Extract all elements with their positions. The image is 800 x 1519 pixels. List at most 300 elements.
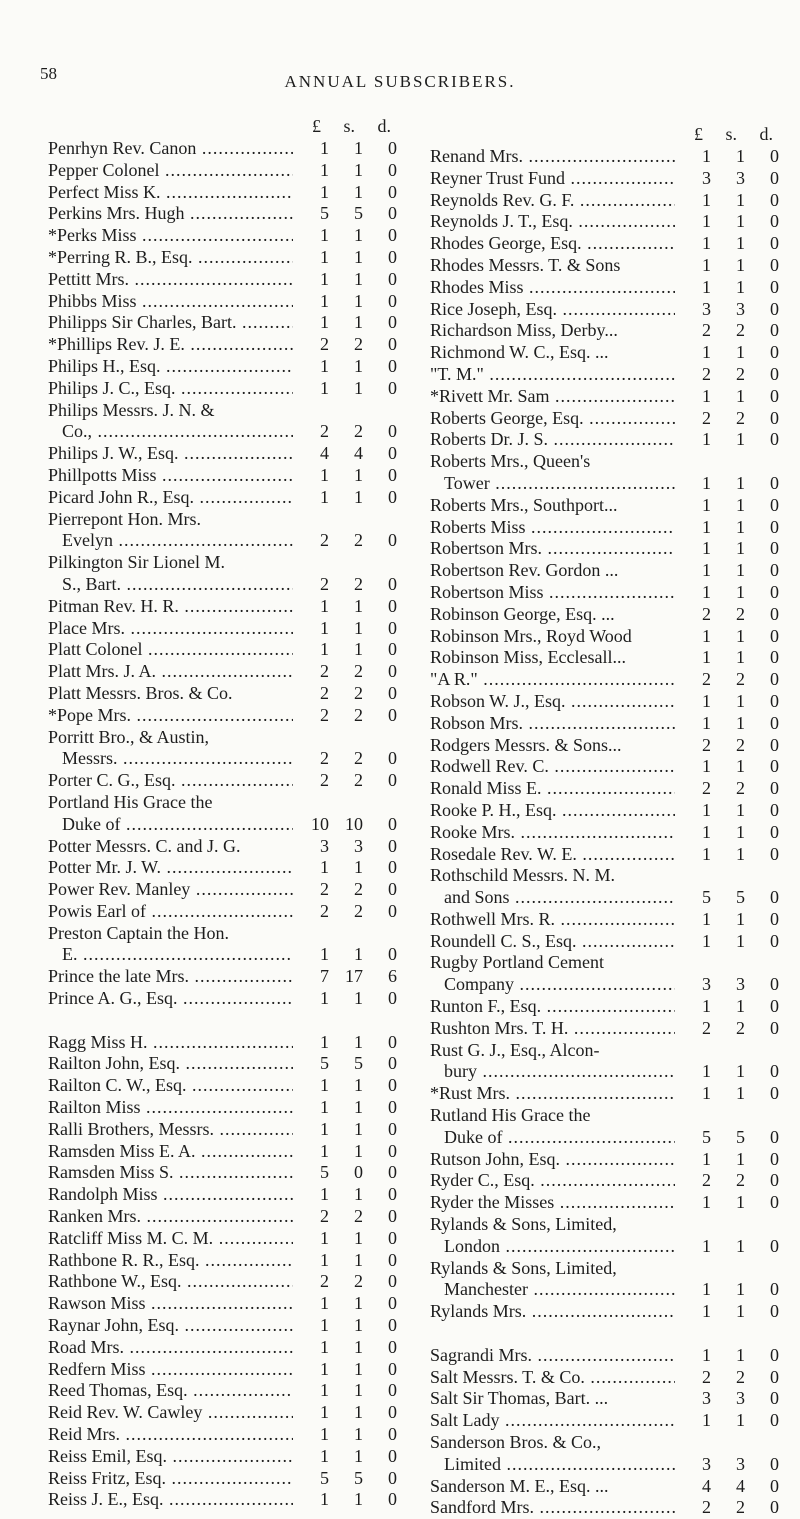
pounds-amount: 5 bbox=[320, 1467, 329, 1488]
shillings-amount: 1 bbox=[736, 1192, 745, 1213]
shillings-amount: 5 bbox=[736, 887, 745, 908]
pence-amount: 0 bbox=[770, 494, 779, 515]
subscriber-entry bbox=[48, 312, 397, 334]
subscriber-name: Redfern Miss ..... bbox=[48, 1359, 293, 1381]
shillings-amount: 1 bbox=[736, 385, 745, 406]
subscriber-entry bbox=[430, 494, 779, 517]
subscriber-entry bbox=[48, 923, 393, 945]
shillings-amount: 3 bbox=[354, 835, 363, 856]
pounds-amount: 2 bbox=[702, 778, 711, 799]
subscriber-entry bbox=[48, 988, 397, 1010]
pounds-amount: 2 bbox=[320, 704, 329, 725]
pounds-amount: 2 bbox=[702, 1366, 711, 1387]
pounds-amount: 2 bbox=[702, 1170, 711, 1191]
subscriber-name: Robertson Mrs. ..... bbox=[430, 538, 675, 560]
subscriber-name: Rathbone R. R., Esq. ..... bbox=[48, 1250, 293, 1272]
subscriber-entry bbox=[430, 429, 779, 451]
shillings-amount: 1 bbox=[354, 1315, 363, 1336]
shillings-amount: 1 bbox=[736, 494, 745, 515]
shillings-amount: 1 bbox=[736, 516, 745, 537]
shillings-amount: 1 bbox=[736, 211, 745, 232]
pence-amount: 0 bbox=[388, 421, 397, 442]
subscriber-name: Pierrepont Hon. Mrs. bbox=[48, 508, 201, 529]
subscriber-entry bbox=[48, 857, 397, 879]
pence-amount: 0 bbox=[770, 778, 779, 799]
subscriber-name: Porter C. G., Esq. ..... bbox=[48, 770, 293, 792]
subscriber-entry bbox=[48, 1380, 397, 1402]
subscriber-entry bbox=[430, 1453, 779, 1476]
shillings-amount: 1 bbox=[736, 1083, 745, 1104]
pounds-amount: 1 bbox=[320, 1489, 329, 1510]
subscriber-name: Richardson Miss, Derby... bbox=[430, 320, 618, 341]
subscriber-entry bbox=[430, 363, 779, 386]
shillings-amount: 2 bbox=[354, 421, 363, 442]
pounds-amount: 1 bbox=[702, 211, 711, 232]
pence-amount: 0 bbox=[388, 835, 397, 856]
subscriber-name: Reyner Trust Fund ..... bbox=[430, 168, 675, 190]
subscriber-entry bbox=[430, 1192, 779, 1214]
pence-amount: 0 bbox=[388, 573, 397, 594]
shillings-amount: 2 bbox=[736, 734, 745, 755]
subscriber-name: Philips J. C., Esq. ..... bbox=[48, 378, 293, 400]
subscriber-entry bbox=[48, 355, 397, 378]
pounds-amount: 1 bbox=[702, 908, 711, 929]
pounds-amount: 1 bbox=[702, 996, 711, 1017]
pounds-amount: 1 bbox=[320, 1075, 329, 1096]
shillings-amount: 1 bbox=[736, 712, 745, 733]
shillings-amount: 2 bbox=[736, 363, 745, 384]
shillings-amount: 1 bbox=[736, 625, 745, 646]
pence-amount: 0 bbox=[770, 429, 779, 450]
shillings-amount: 1 bbox=[354, 1075, 363, 1096]
shillings-amount: 1 bbox=[354, 1445, 363, 1466]
pounds-amount: 1 bbox=[320, 1424, 329, 1445]
subscriber-entry bbox=[430, 298, 779, 321]
shillings-amount: 1 bbox=[354, 290, 363, 311]
subscriber-name: "A R." ..... bbox=[430, 669, 675, 691]
shillings-amount: 1 bbox=[736, 799, 745, 820]
pounds-header: £ bbox=[312, 116, 321, 136]
shillings-amount: 1 bbox=[736, 581, 745, 602]
shillings-amount: 2 bbox=[736, 1170, 745, 1191]
subscriber-name: Platt Messrs. Bros. & Co. bbox=[48, 682, 233, 703]
shillings-amount: 2 bbox=[354, 334, 363, 355]
pence-amount: 0 bbox=[770, 211, 779, 232]
subscriber-entry bbox=[48, 573, 397, 596]
shillings-amount: 1 bbox=[354, 246, 363, 267]
subscriber-entry bbox=[48, 1184, 397, 1206]
subscriber-entry bbox=[48, 509, 393, 531]
pence-amount: 0 bbox=[388, 988, 397, 1009]
subscriber-entry bbox=[430, 799, 779, 822]
pounds-amount: 2 bbox=[320, 334, 329, 355]
pounds-amount: 4 bbox=[702, 1475, 711, 1496]
pence-amount: 0 bbox=[770, 908, 779, 929]
shillings-amount: 2 bbox=[736, 1497, 745, 1518]
subscriber-entry bbox=[430, 451, 775, 473]
subscriber-entry bbox=[430, 952, 775, 974]
pounds-amount: 1 bbox=[320, 1445, 329, 1466]
pounds-amount: 1 bbox=[320, 225, 329, 246]
pence-amount: 0 bbox=[770, 1344, 779, 1365]
subscriber-entry bbox=[48, 1031, 397, 1054]
pence-amount: 0 bbox=[770, 1083, 779, 1104]
subscriber-name: Ramsden Miss S. ..... bbox=[48, 1162, 293, 1184]
pence-amount: 0 bbox=[388, 1075, 397, 1096]
pounds-amount: 1 bbox=[320, 857, 329, 878]
subscriber-name: Rylands Mrs. ..... bbox=[430, 1301, 675, 1323]
pence-amount: 0 bbox=[388, 1293, 397, 1314]
subscriber-entry bbox=[430, 1410, 779, 1432]
pounds-amount: 1 bbox=[702, 429, 711, 450]
subscriber-entry bbox=[430, 254, 779, 277]
subscriber-entry bbox=[430, 1105, 775, 1127]
pence-amount: 0 bbox=[770, 167, 779, 188]
shillings-amount: 1 bbox=[354, 988, 363, 1009]
shillings-amount: 1 bbox=[354, 355, 363, 376]
subscriber-entry bbox=[48, 966, 397, 988]
pounds-amount: 1 bbox=[320, 639, 329, 660]
pence-amount: 0 bbox=[388, 1467, 397, 1488]
pence-amount: 0 bbox=[388, 1053, 397, 1074]
shillings-amount: 2 bbox=[736, 1366, 745, 1387]
shillings-amount: 1 bbox=[354, 1227, 363, 1248]
pence-amount: 0 bbox=[388, 770, 397, 791]
shillings-amount: 1 bbox=[736, 429, 745, 450]
pence-amount: 0 bbox=[770, 821, 779, 842]
pounds-amount: 1 bbox=[320, 246, 329, 267]
shillings-amount: 1 bbox=[736, 472, 745, 493]
pence-amount: 0 bbox=[388, 225, 397, 246]
pounds-amount: 1 bbox=[320, 1315, 329, 1336]
subscriber-entry bbox=[48, 246, 397, 269]
subscriber-name: Place Mrs. ..... bbox=[48, 618, 293, 640]
subscriber-name: Prince the late Mrs. ..... bbox=[48, 966, 293, 988]
shillings-amount: 1 bbox=[736, 690, 745, 711]
shillings-amount: 1 bbox=[354, 159, 363, 180]
subscriber-entry bbox=[430, 1148, 779, 1171]
pence-amount: 0 bbox=[388, 1184, 397, 1205]
subscriber-name: Sagrandi Mrs. ..... bbox=[430, 1345, 675, 1367]
shillings-amount: 1 bbox=[736, 996, 745, 1017]
shillings-amount: 1 bbox=[354, 268, 363, 289]
pence-amount: 0 bbox=[770, 625, 779, 646]
shillings-amount: 2 bbox=[736, 603, 745, 624]
shillings-amount: 1 bbox=[354, 1140, 363, 1161]
subscriber-entry bbox=[430, 669, 779, 691]
shillings-amount: 2 bbox=[354, 1271, 363, 1292]
subscriber-name: Ryder the Misses ..... bbox=[430, 1192, 675, 1214]
shillings-amount: 1 bbox=[736, 1279, 745, 1300]
pence-amount: 0 bbox=[770, 734, 779, 755]
subscriber-name: Ragg Miss H. ..... bbox=[48, 1032, 293, 1054]
pounds-amount: 3 bbox=[702, 298, 711, 319]
subscriber-entry bbox=[48, 443, 397, 465]
shillings-amount: 1 bbox=[736, 647, 745, 668]
subscriber-name: Roberts George, Esq. ..... bbox=[430, 408, 675, 430]
subscriber-name: Rathbone W., Esq. ..... bbox=[48, 1271, 293, 1293]
subscriber-entry bbox=[430, 538, 779, 560]
subscriber-entry bbox=[430, 1279, 779, 1301]
pence-amount: 0 bbox=[388, 1031, 397, 1052]
subscriber-name: Roberts Miss ..... bbox=[430, 517, 675, 539]
pence-amount: 0 bbox=[388, 813, 397, 834]
shillings-amount: 1 bbox=[354, 1293, 363, 1314]
shillings-amount: 3 bbox=[736, 974, 745, 995]
subscriber-entry bbox=[430, 1301, 779, 1323]
shillings-header: s. bbox=[343, 116, 355, 136]
pence-amount: 0 bbox=[770, 974, 779, 995]
shillings-amount: 17 bbox=[345, 966, 363, 987]
subscriber-name: Potter Messrs. C. and J. G. bbox=[48, 835, 241, 856]
pence-amount: 0 bbox=[770, 342, 779, 363]
subscriber-entry bbox=[48, 159, 397, 182]
subscriber-name: Roberts Mrs., Southport... bbox=[430, 494, 618, 515]
subscriber-entry bbox=[48, 1445, 397, 1468]
subscriber-name: Porritt Bro., & Austin, bbox=[48, 726, 210, 747]
subscriber-entry bbox=[430, 974, 779, 996]
pounds-amount: 1 bbox=[320, 377, 329, 398]
shillings-amount: 1 bbox=[354, 595, 363, 616]
shillings-amount: 3 bbox=[736, 1453, 745, 1474]
pence-amount: 0 bbox=[388, 334, 397, 355]
pounds-amount: 1 bbox=[702, 1410, 711, 1431]
pounds-amount: 1 bbox=[320, 1380, 329, 1401]
currency-header bbox=[48, 116, 393, 138]
pounds-amount: 1 bbox=[702, 756, 711, 777]
pence-amount: 0 bbox=[770, 581, 779, 602]
subscriber-name: Robinson Mrs., Royd Wood bbox=[430, 625, 632, 646]
pounds-amount: 1 bbox=[702, 1235, 711, 1256]
subscriber-entry bbox=[48, 421, 397, 443]
pence-header: d. bbox=[377, 116, 391, 136]
subscriber-entry bbox=[430, 603, 779, 626]
shillings-amount: 1 bbox=[354, 181, 363, 202]
subscriber-entry bbox=[430, 930, 779, 953]
pounds-amount: 5 bbox=[320, 1053, 329, 1074]
shillings-amount: 1 bbox=[354, 312, 363, 333]
subscriber-name: Roundell C. S., Esq. ..... bbox=[430, 931, 675, 953]
pounds-amount: 1 bbox=[702, 843, 711, 864]
pence-amount: 0 bbox=[770, 407, 779, 428]
pounds-amount: 1 bbox=[702, 146, 711, 166]
subscriber-name: *Pope Mrs. ..... bbox=[48, 705, 293, 727]
pounds-amount: 1 bbox=[320, 486, 329, 507]
pence-amount: 0 bbox=[770, 1235, 779, 1256]
subscriber-entry bbox=[48, 486, 397, 509]
pounds-amount: 1 bbox=[320, 1336, 329, 1357]
shillings-amount: 1 bbox=[354, 486, 363, 507]
pence-amount: 0 bbox=[388, 661, 397, 682]
pounds-amount: 10 bbox=[311, 813, 329, 834]
pence-amount: 0 bbox=[770, 1148, 779, 1169]
subscriber-entry bbox=[430, 996, 779, 1018]
pounds-amount: 1 bbox=[320, 944, 329, 965]
subscriber-name: *Phillips Rev. J. E. ..... bbox=[48, 334, 293, 356]
subscriber-name: "T. M." ..... bbox=[430, 364, 675, 386]
subscriber-name: Duke of ..... bbox=[48, 814, 293, 836]
shillings-amount: 1 bbox=[354, 1184, 363, 1205]
subscriber-name: Rust G. J., Esq., Alcon- bbox=[430, 1039, 600, 1060]
subscriber-entry bbox=[48, 1315, 397, 1337]
subscriber-entry bbox=[48, 203, 397, 225]
subscriber-entry bbox=[430, 1017, 779, 1040]
shillings-amount: 2 bbox=[354, 704, 363, 725]
subscriber-entry bbox=[48, 1293, 397, 1315]
pounds-amount: 1 bbox=[702, 1301, 711, 1322]
pounds-amount: 1 bbox=[320, 1227, 329, 1248]
subscriber-entry bbox=[48, 770, 397, 792]
pence-amount: 0 bbox=[770, 1279, 779, 1300]
subscriber-name: Robertson Miss ..... bbox=[430, 582, 675, 604]
currency-header bbox=[430, 124, 775, 146]
shillings-amount: 4 bbox=[354, 443, 363, 464]
subscriber-entry bbox=[430, 756, 779, 778]
subscriber-name: Rodgers Messrs. & Sons... bbox=[430, 734, 622, 755]
pounds-amount: 2 bbox=[320, 661, 329, 682]
subscriber-name: Renand Mrs. ..... bbox=[430, 146, 675, 168]
pence-amount: 0 bbox=[770, 799, 779, 820]
pence-amount: 0 bbox=[770, 930, 779, 951]
pounds-amount: 4 bbox=[320, 443, 329, 464]
pence-amount: 0 bbox=[388, 595, 397, 616]
pence-amount: 0 bbox=[770, 756, 779, 777]
subscriber-entry bbox=[430, 690, 779, 713]
pence-amount: 0 bbox=[388, 857, 397, 878]
subscriber-name: Pitman Rev. H. R. ..... bbox=[48, 596, 293, 618]
subscriber-entry bbox=[48, 639, 397, 661]
subscriber-name: Perfect Miss K. ..... bbox=[48, 182, 293, 204]
pounds-amount: 1 bbox=[320, 181, 329, 202]
subscriber-entry bbox=[48, 1075, 397, 1097]
subscriber-name: and Sons ..... bbox=[430, 887, 675, 909]
subscriber-entry bbox=[430, 1126, 779, 1149]
subscriber-entry bbox=[48, 813, 397, 836]
subscriber-entry bbox=[48, 682, 397, 705]
subscriber-name: Ryder C., Esq. ..... bbox=[430, 1170, 675, 1192]
pounds-amount: 1 bbox=[320, 268, 329, 289]
shillings-amount: 1 bbox=[736, 1235, 745, 1256]
subscriber-entry bbox=[430, 1083, 779, 1105]
subscriber-name: Rooke P. H., Esq. ..... bbox=[430, 800, 675, 822]
subscriber-entry bbox=[430, 581, 779, 604]
subscriber-name: Rosedale Rev. W. E. ..... bbox=[430, 844, 675, 866]
subscriber-name: Ratcliff Miss M. C. M. ..... bbox=[48, 1228, 293, 1250]
subscriber-name: Road Mrs. ..... bbox=[48, 1337, 293, 1359]
pence-amount: 0 bbox=[770, 276, 779, 297]
subscriber-name: Roberts Mrs., Queen's bbox=[430, 451, 591, 472]
pounds-amount: 2 bbox=[320, 879, 329, 900]
subscriber-name: Rhodes George, Esq. ..... bbox=[430, 233, 675, 255]
subscriber-name: S., Bart. ..... bbox=[48, 574, 293, 596]
subscriber-name: Ranken Mrs. ..... bbox=[48, 1206, 293, 1228]
shillings-amount: 1 bbox=[736, 189, 745, 210]
subscriber-entry bbox=[48, 1206, 397, 1228]
subscriber-name: E. ..... bbox=[48, 944, 293, 966]
shillings-amount: 1 bbox=[354, 1358, 363, 1379]
subscriber-name: Phillpotts Miss ..... bbox=[48, 465, 293, 487]
pence-amount: 0 bbox=[388, 682, 397, 703]
subscriber-name: Picard John R., Esq. ..... bbox=[48, 487, 293, 509]
subscriber-entry bbox=[48, 400, 393, 422]
subscriber-name: *Perring R. B., Esq. ..... bbox=[48, 247, 293, 269]
subscriber-entry bbox=[430, 276, 779, 299]
pence-amount: 0 bbox=[770, 189, 779, 210]
subscriber-entry bbox=[430, 1366, 779, 1389]
pence-amount: 0 bbox=[388, 944, 397, 965]
pounds-amount: 1 bbox=[320, 1140, 329, 1161]
pence-amount: 0 bbox=[388, 290, 397, 311]
pounds-amount: 7 bbox=[320, 966, 329, 987]
subscriber-entry bbox=[430, 1388, 779, 1410]
subscriber-entry bbox=[430, 843, 779, 866]
pounds-amount: 1 bbox=[320, 138, 329, 158]
subscriber-entry bbox=[48, 704, 397, 727]
subscriber-name: Raynar John, Esq. ..... bbox=[48, 1315, 293, 1337]
pounds-amount: 1 bbox=[702, 254, 711, 275]
subscriber-name: Railton C. W., Esq. ..... bbox=[48, 1075, 293, 1097]
shillings-amount: 1 bbox=[736, 821, 745, 842]
shillings-amount: 1 bbox=[736, 1410, 745, 1431]
pounds-amount: 1 bbox=[702, 189, 711, 210]
pounds-amount: 2 bbox=[702, 363, 711, 384]
pence-amount: 0 bbox=[388, 1315, 397, 1336]
subscriber-name: Rylands & Sons, Limited, bbox=[430, 1214, 617, 1235]
shillings-amount: 1 bbox=[736, 254, 745, 275]
subscriber-name: Philipps Sir Charles, Bart. ..... bbox=[48, 312, 293, 334]
subscriber-name: Philips Messrs. J. N. & bbox=[48, 399, 215, 420]
shillings-amount: 5 bbox=[354, 1467, 363, 1488]
subscriber-entry bbox=[48, 595, 397, 618]
pounds-amount: 2 bbox=[320, 1206, 329, 1227]
subscriber-entry bbox=[48, 792, 393, 814]
subscriber-entry bbox=[430, 472, 779, 495]
subscriber-entry bbox=[48, 464, 397, 487]
subscriber-name: Reed Thomas, Esq. ..... bbox=[48, 1380, 293, 1402]
pence-amount: 0 bbox=[770, 669, 779, 690]
pence-amount: 0 bbox=[770, 996, 779, 1017]
subscriber-name: Rawson Miss ..... bbox=[48, 1293, 293, 1315]
subscriber-name: Power Rev. Manley ..... bbox=[48, 879, 293, 901]
page-header: ANNUAL SUBSCRIBERS. bbox=[284, 72, 516, 91]
pence-amount: 0 bbox=[388, 1445, 397, 1466]
subscriber-entry bbox=[430, 908, 779, 931]
pounds-amount: 1 bbox=[702, 1192, 711, 1213]
subscriber-name: Preston Captain the Hon. bbox=[48, 922, 229, 943]
subscriber-name: Reiss Emil, Esq. ..... bbox=[48, 1446, 293, 1468]
subscriber-name: Rushton Mrs. T. H. ..... bbox=[430, 1018, 675, 1040]
pence-amount: 0 bbox=[770, 254, 779, 275]
pounds-amount: 2 bbox=[702, 1017, 711, 1038]
pence-amount: 0 bbox=[388, 1140, 397, 1161]
pounds-amount: 1 bbox=[320, 1184, 329, 1205]
pounds-amount: 3 bbox=[320, 835, 329, 856]
pence-amount: 0 bbox=[388, 1489, 397, 1510]
subscriber-entry bbox=[430, 1214, 775, 1236]
subscriber-entry bbox=[430, 1235, 779, 1258]
pence-amount: 0 bbox=[388, 203, 397, 224]
subscriber-name: Randolph Miss ..... bbox=[48, 1184, 293, 1206]
subscriber-entry bbox=[430, 342, 779, 364]
subscriber-entry bbox=[48, 268, 397, 291]
pounds-amount: 2 bbox=[320, 770, 329, 791]
subscriber-entry bbox=[48, 138, 397, 160]
pence-amount: 0 bbox=[770, 1061, 779, 1082]
pounds-amount: 3 bbox=[702, 974, 711, 995]
subscriber-name: Rice Joseph, Esq. ..... bbox=[430, 299, 675, 321]
pounds-amount: 1 bbox=[320, 355, 329, 376]
subscriber-entry bbox=[430, 189, 779, 212]
